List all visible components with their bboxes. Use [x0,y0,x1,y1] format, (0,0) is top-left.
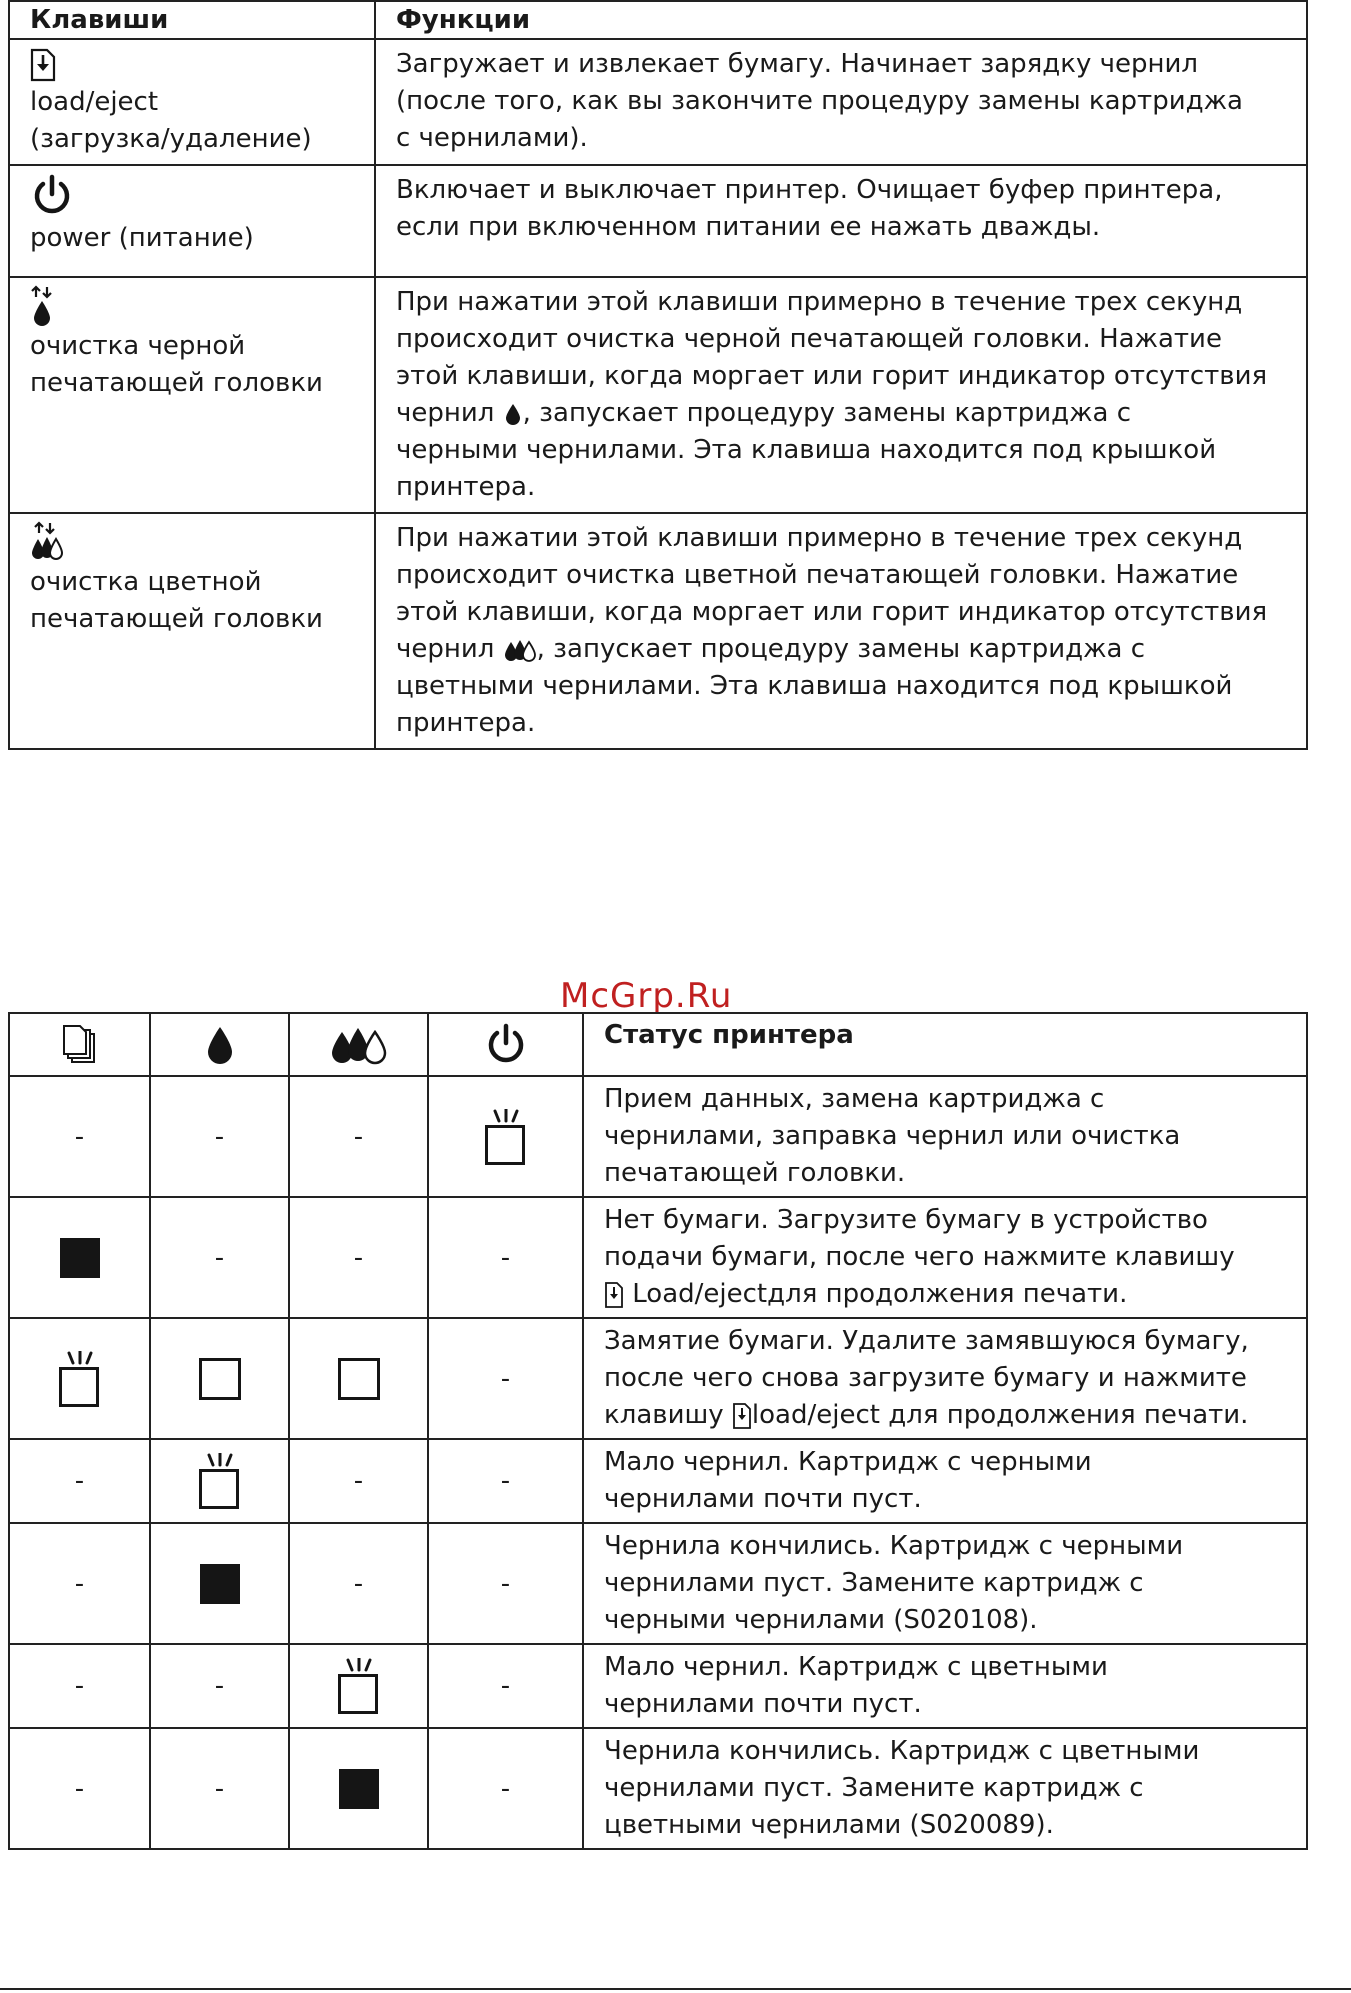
indicator-none: - [214,1242,225,1273]
status-line: Замятие бумаги. Удалите замявшуюся бумагу, [604,1326,1249,1356]
status-line: чернилами, заправка чернил или очистка [604,1121,1181,1151]
status-description [583,1728,1307,1849]
key-row-color-cleaning [9,513,1307,749]
indicator-none: - [214,1121,225,1152]
load-eject-icon [732,1402,752,1430]
indicator-off [199,1358,241,1400]
watermark: McGrp.Ru [560,976,733,1016]
function-line: этой клавиши, когда моргает или горит индикатор отсутствия [396,361,1268,391]
status-line: чернилами почти пуст. [604,1484,922,1514]
indicator-none: - [353,1121,364,1152]
status-table-header [9,1013,1307,1076]
black-ink-drop-icon [503,402,523,426]
status-line: Прием данных, замена картриджа с [604,1084,1105,1114]
indicator-cell [150,1728,289,1849]
keys-table [8,0,1308,750]
indicator-none: - [74,1568,85,1599]
power-icon [484,1023,528,1067]
indicator-cell [9,1728,150,1849]
function-line: цветными чернилами. Эта клавиша находится под крышкой [396,671,1233,701]
black-ink-icon [204,1024,236,1066]
status-line: Чернила кончились. Картридж с черными [604,1531,1184,1561]
indicator-on [200,1564,240,1604]
status-line: подачи бумаги, после чего нажмите клавишу [604,1242,1235,1272]
function-cell [375,513,1307,749]
status-line: черными чернилами (S020108). [604,1605,1038,1635]
status-text: load/eject для продолжения печати. [751,1400,1249,1430]
indicator-cell [150,1197,289,1318]
status-description [583,1644,1307,1728]
status-row [9,1318,1307,1439]
key-name-line: load/eject [30,87,159,117]
indicator-cell [150,1076,289,1197]
status-row [9,1644,1307,1728]
indicator-cell [289,1439,428,1523]
status-line: Чернила кончились. Картридж с цветными [604,1736,1200,1766]
indicator-cell [428,1644,583,1728]
indicator-none: - [353,1568,364,1599]
color-ink-icon [329,1024,389,1066]
key-name-line: очистка цветной [30,567,262,597]
indicator-none: - [74,1773,85,1804]
paper-icon [62,1024,98,1066]
indicator-cell [9,1644,150,1728]
indicator-none: - [500,1568,511,1599]
indicator-cell [150,1318,289,1439]
function-line [396,395,1296,432]
indicator-cell [428,1076,583,1197]
keys-column-header: Клавиши [9,1,375,39]
function-text: , запускает процедуру замены картриджа с [522,398,1132,428]
paper-column-header [9,1013,150,1076]
indicator-none: - [353,1242,364,1273]
key-row-black-cleaning [9,277,1307,513]
function-line: (после того, как вы закончите процедуру замены картриджа [396,86,1243,116]
indicator-cell [150,1644,289,1728]
status-description [583,1318,1307,1439]
status-line: печатающей головки. [604,1158,906,1188]
indicator-none: - [500,1466,511,1496]
indicator-cell [428,1728,583,1849]
indicator-blinking [59,1351,101,1407]
status-line: Мало чернил. Картридж с черными [604,1447,1092,1477]
indicator-cell [9,1318,150,1439]
function-line: При нажатии этой клавиши примерно в течение трех секунд [396,523,1243,553]
indicator-cell [9,1523,150,1644]
indicator-none: - [500,1773,511,1804]
status-line: цветными чернилами (S020089). [604,1810,1054,1840]
black-head-cleaning-icon [30,284,370,328]
function-line: происходит очистка черной печатающей головки. Нажатие [396,324,1222,354]
status-row [9,1439,1307,1523]
status-line: чернилами пуст. Замените картридж с [604,1568,1144,1598]
indicator-cell [150,1439,289,1523]
status-text: клавишу [604,1400,724,1430]
status-line: после чего снова загрузите бумагу и нажмите [604,1363,1247,1393]
indicator-cell [428,1523,583,1644]
indicator-cell [150,1523,289,1644]
key-name-line: печатающей головки [30,604,323,634]
function-text: , запускает процедуру замены картриджа с [536,634,1146,664]
status-line: чернилами почти пуст. [604,1689,922,1719]
printer-status-header: Статус принтера [583,1013,1307,1076]
color-ink-drops-icon [503,638,537,662]
status-row [9,1728,1307,1849]
indicator-cell [289,1728,428,1849]
key-row-power [9,165,1307,277]
status-row [9,1076,1307,1197]
power-icon [30,172,370,220]
status-description [583,1523,1307,1644]
key-cell [9,39,375,165]
indicator-blinking [338,1658,380,1714]
status-description [583,1076,1307,1197]
indicator-cell [289,1197,428,1318]
key-cell [9,165,375,277]
status-row [9,1197,1307,1318]
indicator-cell [9,1197,150,1318]
indicator-cell [289,1076,428,1197]
function-line: происходит очистка цветной печатающей головки. Нажатие [396,560,1239,590]
function-cell [375,165,1307,277]
function-line: этой клавиши, когда моргает или горит индикатор отсутствия [396,597,1268,627]
indicator-none: - [500,1242,511,1273]
indicator-none: - [353,1466,364,1496]
functions-column-header: Функции [375,1,1307,39]
key-name-line: очистка черной [30,331,246,361]
indicator-cell [9,1076,150,1197]
indicator-cell [9,1439,150,1523]
function-line: Включает и выключает принтер. Очищает буфер принтера, [396,175,1223,205]
status-description [583,1197,1307,1318]
function-line: если при включенном питании ее нажать дважды. [396,212,1101,242]
key-row-load-eject [9,39,1307,165]
function-line: с чернилами). [396,123,588,153]
black-ink-column-header [150,1013,289,1076]
function-text: чернил [396,398,495,428]
indicator-on [60,1238,100,1278]
function-line: При нажатии этой клавиши примерно в течение трех секунд [396,287,1243,317]
indicator-cell [428,1318,583,1439]
indicator-none: - [214,1671,225,1701]
indicator-none: - [500,1363,511,1394]
status-line: чернилами пуст. Замените картридж с [604,1773,1144,1803]
status-line: Мало чернил. Картридж с цветными [604,1652,1108,1682]
function-cell [375,277,1307,513]
function-line: принтера. [396,708,536,738]
indicator-cell [428,1439,583,1523]
load-eject-icon [30,46,370,84]
key-name-line: печатающей головки [30,368,323,398]
indicator-cell [289,1318,428,1439]
function-text: чернил [396,634,495,664]
key-name-line: (загрузка/удаление) [30,124,312,154]
power-column-header [428,1013,583,1076]
load-eject-icon [604,1281,624,1309]
page-bottom-rule [0,1988,1351,1990]
function-line: принтера. [396,472,536,502]
status-line [604,1397,1300,1434]
key-name-line: power (питание) [30,223,254,253]
indicator-on [339,1769,379,1809]
status-text: Load/ejectдля продолжения печати. [632,1279,1128,1309]
indicator-none: - [74,1466,85,1496]
status-line [604,1276,1300,1313]
key-cell [9,277,375,513]
status-line: Нет бумаги. Загрузите бумагу в устройство [604,1205,1208,1235]
keys-table-header [9,1,1307,39]
color-ink-column-header [289,1013,428,1076]
indicator-cell [428,1197,583,1318]
function-line [396,631,1296,668]
key-cell [9,513,375,749]
indicator-blinking [199,1453,241,1509]
color-head-cleaning-icon [30,520,370,564]
indicator-blinking [485,1109,527,1165]
status-row [9,1523,1307,1644]
status-table [8,1012,1308,1850]
indicator-cell [289,1644,428,1728]
status-description [583,1439,1307,1523]
function-line: Загружает и извлекает бумагу. Начинает зарядку чернил [396,49,1199,79]
function-cell [375,39,1307,165]
indicator-none: - [74,1671,85,1701]
indicator-none: - [214,1773,225,1804]
function-line: черными чернилами. Эта клавиша находится под крышкой [396,435,1217,465]
indicator-off [338,1358,380,1400]
indicator-none: - [74,1121,85,1152]
indicator-cell [289,1523,428,1644]
indicator-none: - [500,1671,511,1701]
